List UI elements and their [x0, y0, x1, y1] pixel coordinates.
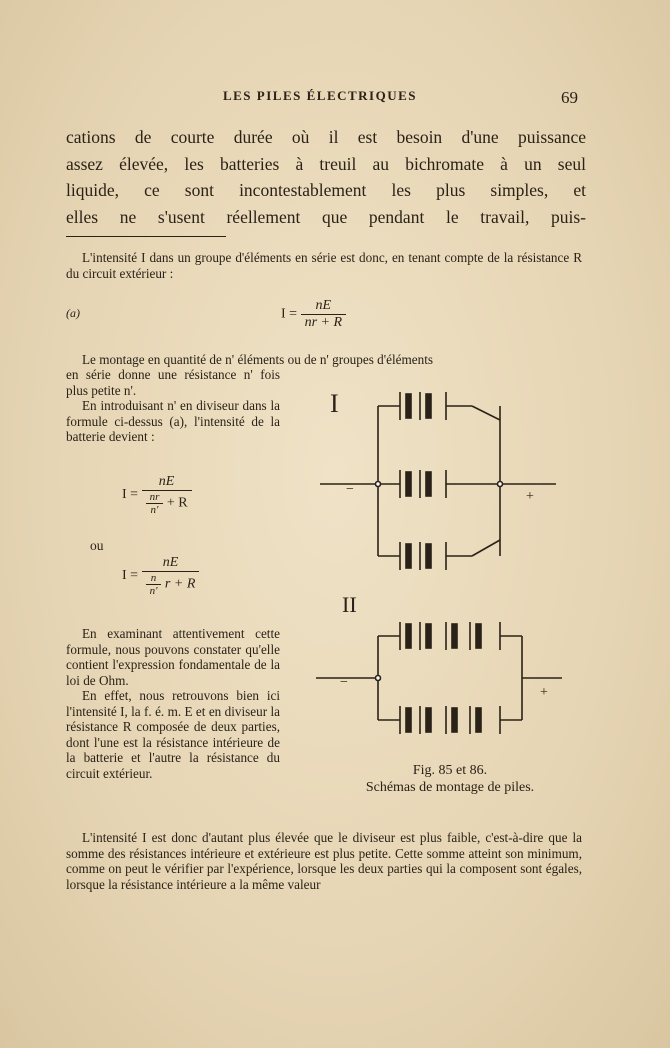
equation-b: [122, 474, 192, 516]
eq-c-inner-num: n: [150, 572, 157, 584]
eq-b-fraction: [142, 474, 192, 516]
eq-c-den-rest: r + R: [164, 576, 196, 592]
eq-b-den-rest: + R: [166, 495, 188, 511]
figure-caption-text: Schémas de montage de piles.: [365, 780, 535, 795]
eq-a-denominator: nr + R: [301, 314, 346, 331]
fig-I-node-left: [376, 482, 381, 487]
bottom-paragraph: [66, 830, 582, 892]
figure-caption: [300, 762, 600, 796]
figure-label-II: II: [342, 592, 357, 617]
eq-a-numerator: nE: [315, 298, 332, 313]
eq-b-denominator: [142, 490, 192, 516]
eq-c-denominator: [142, 571, 200, 597]
fig-II-node-left: [376, 676, 381, 681]
montage-line-text: Le montage en quantité de n' éléments ou de n' groupes d'éléments: [82, 352, 433, 367]
eq-b-lhs: I =: [122, 487, 139, 503]
header-title: LES PILES ÉLECTRIQUES: [222, 88, 418, 103]
body-line: elles ne s'usent réellement que pendant le travail, puis-: [66, 206, 586, 227]
equation-label: (a): [66, 306, 80, 320]
page-number: 69: [561, 88, 578, 107]
figure-caption-number: Fig. 85 et 86.: [412, 763, 488, 778]
footnote-rule: [66, 236, 226, 237]
left-paragraph: En examinant attentivement cette formule, nous pouvons constater qu'elle contient l'expression fondamentale de la loi de Ohm.: [66, 626, 280, 688]
eq-a-lhs: I =: [281, 306, 298, 322]
eq-b-numerator: nE: [158, 474, 175, 489]
bottom-paragraph-text: L'intensité I est donc d'autant plus élevée que le diviseur est plus faible, c'est-à-dire que la somme des résistances intérieure et extérieure est plus petite. Cette somme atteint son minimum, comme on peut le vérifier par l'expérience, lorsque les deux parties qui la composent sont égales, lorsque la résistance intérieure a la même valeur: [66, 830, 582, 892]
battery-circuit-figure: [300, 380, 570, 780]
equation-c: [122, 555, 199, 597]
footnote-intro: [66, 250, 582, 281]
fig-II-plus-label: +: [540, 685, 548, 700]
left-column-2: [66, 626, 280, 781]
figure-label-I: I: [330, 389, 339, 418]
fig-II-row-2: [378, 706, 522, 734]
fig-II-row-1: [378, 622, 522, 650]
eq-c-lhs: I =: [122, 568, 139, 584]
left-paragraph: En introduisant n' en diviseur dans la formule ci-dessus (a), l'intensité de la batterie devient :: [66, 398, 280, 444]
left-paragraph: En effet, nous retrouvons bien ici l'intensité I, la f. é. m. E et en diviseur la résistance R composée de deux parties, dont l'une est la résistance intérieure de la batterie et l'autre la résistance du circuit extérieur.: [66, 688, 280, 781]
left-column-1: [66, 367, 280, 445]
left-paragraph: en série donne une résistance n' fois plus petite n'.: [66, 367, 280, 398]
body-line: liquide, ce sont incontestablement les plus simples, et: [66, 180, 586, 200]
fig-I-plus-label: +: [526, 489, 534, 504]
eq-a-fraction: [301, 298, 346, 331]
eq-c-numerator: nE: [162, 555, 179, 570]
body-line: cations de courte durée où il est besoin d'une puissance: [66, 127, 586, 147]
running-header: [0, 88, 670, 108]
fig-I-row-1: [378, 392, 500, 420]
eq-c-fraction: [142, 555, 200, 597]
eq-b-inner-den: n': [146, 503, 164, 516]
ou-connector: ou: [90, 538, 104, 553]
footnote-intro-text: L'intensité I dans un groupe d'éléments en série est donc, en tenant compte de la résistance R du circuit extérieur :: [66, 250, 582, 281]
equation-a: [281, 298, 346, 331]
fig-I-minus-label: −: [346, 482, 354, 497]
body-paragraph: [66, 124, 586, 230]
eq-c-inner-fraction: [146, 572, 162, 597]
fig-I-row-2: [378, 470, 500, 498]
fig-I-row-3: [378, 540, 500, 570]
montage-line: [66, 352, 582, 368]
eq-b-inner-fraction: [146, 491, 164, 516]
eq-c-inner-den: n': [146, 584, 162, 597]
body-line: assez élevée, les batteries à treuil au bichromate à un seul: [66, 153, 586, 174]
eq-b-inner-num: nr: [149, 491, 160, 503]
fig-I-node-right: [498, 482, 503, 487]
fig-II-minus-label: −: [340, 675, 348, 690]
